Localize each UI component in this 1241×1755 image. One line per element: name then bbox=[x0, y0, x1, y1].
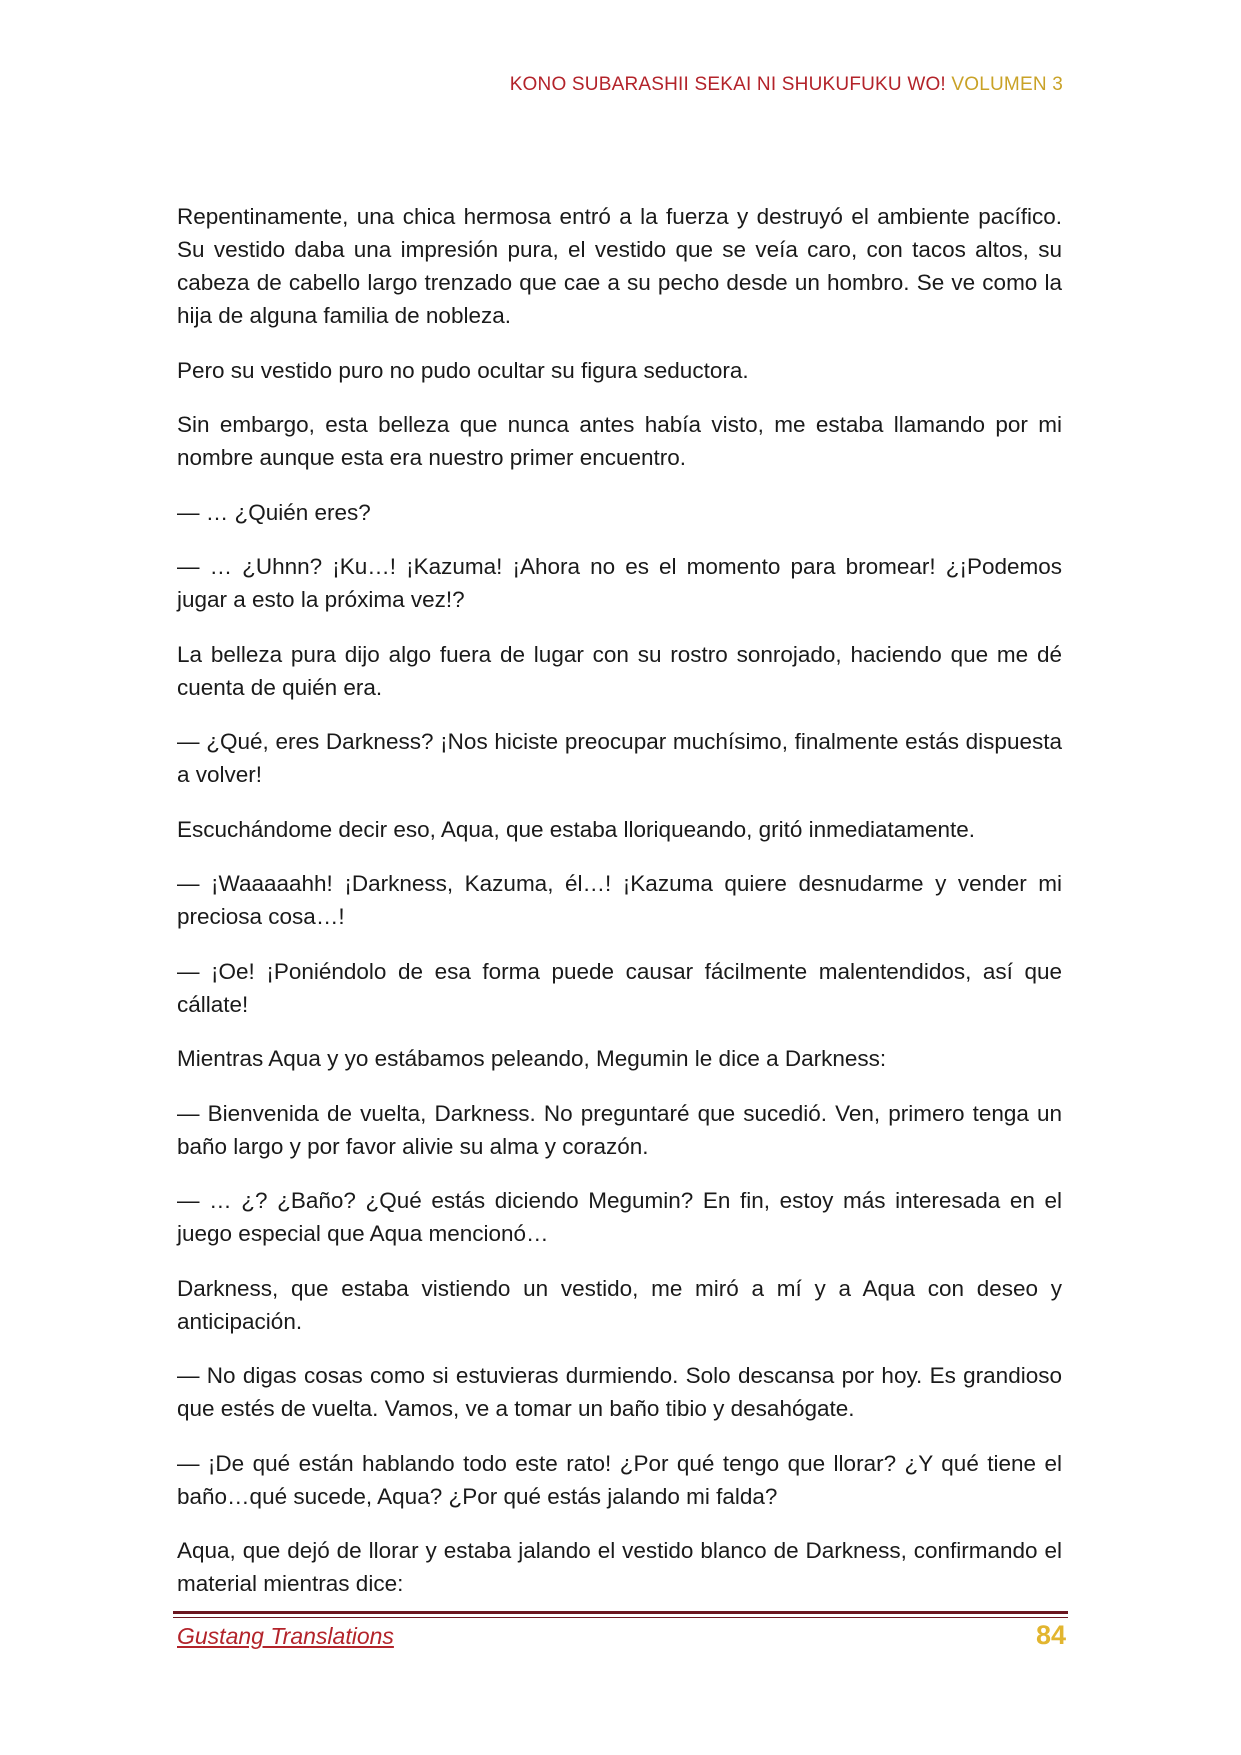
dialogue-line: — ¿Qué, eres Darkness? ¡Nos hiciste preocupar muchísimo, finalmente estás dispuesta a volver! bbox=[177, 729, 1062, 787]
paragraph: Sin embargo, esta belleza que nunca antes había visto, me estaba llamando por mi nombre aunque esta era nuestro primer encuentro. bbox=[177, 412, 1062, 470]
page-body bbox=[177, 200, 1062, 1622]
paragraph: Darkness, que estaba vistiendo un vestido, me miró a mí y a Aqua con deseo y anticipación. bbox=[177, 1275, 1062, 1334]
dialogue-line: — ¡De qué están hablando todo este rato! ¿Por qué tengo que llorar? ¿Y qué tiene el baño…qué sucede, Aqua? ¿Por qué estás jalando mi falda? bbox=[177, 1450, 1062, 1509]
dialogue-line: — No digas cosas como si estuvieras durmiendo. Solo descansa por hoy. Es grandioso que estés de vuelta. Vamos, ve a tomar un baño tibio y desahógate. bbox=[177, 1363, 1062, 1421]
dialogue-line: — … ¿Uhnn? ¡Ku…! ¡Kazuma! ¡Ahora no es el momento para bromear! ¿¡Podemos jugar a esto la próxima vez!? bbox=[177, 554, 1062, 612]
paragraph: Repentinamente, una chica hermosa entró a la fuerza y destruyó el ambiente pacífico. Su vestido daba una impresión pura, el vestido que se veía caro, con tacos altos, su cabeza de cabello largo trenzado que cae a su pecho desde un hombro. Se ve como la hija de alguna familia de nobleza. bbox=[177, 204, 1062, 328]
running-header bbox=[510, 74, 1063, 96]
paragraph: Pero su vestido puro no pudo ocultar su figura seductora. bbox=[177, 357, 749, 383]
dialogue-line: — Bienvenida de vuelta, Darkness. No preguntaré que sucedió. Ven, primero tenga un baño largo y por favor alivie su alma y corazón. bbox=[177, 1100, 1062, 1159]
footer-credit: Gustang Translations bbox=[177, 1623, 394, 1649]
paragraph: Aqua, que dejó de llorar y estaba jalando el vestido blanco de Darkness, confirmando el material mientras dice: bbox=[177, 1538, 1062, 1596]
dialogue-line: — … ¿Quién eres? bbox=[177, 499, 371, 525]
paragraph: Mientras Aqua y yo estábamos peleando, Megumin le dice a Darkness: bbox=[177, 1046, 887, 1071]
dialogue-line: — … ¿? ¿Baño? ¿Qué estás diciendo Megumin? En fin, estoy más interesada en el juego especial que Aqua mencionó… bbox=[177, 1188, 1062, 1246]
footer-divider bbox=[173, 1611, 1068, 1614]
paragraph: Escuchándome decir eso, Aqua, que estaba lloriqueando, gritó inmediatamente. bbox=[177, 816, 976, 842]
header-book-title: KONO SUBARASHII SEKAI NI SHUKUFUKU WO! bbox=[509, 74, 952, 95]
dialogue-line: — ¡Waaaaahh! ¡Darkness, Kazuma, él…! ¡Kazuma quiere desnudarme y vender mi preciosa cosa…! bbox=[177, 871, 1062, 929]
footer-divider-thin bbox=[173, 1617, 1068, 1618]
paragraph: La belleza pura dijo algo fuera de lugar con su rostro sonrojado, haciendo que me dé cuenta de quién era. bbox=[177, 641, 1062, 700]
page-number: 84 bbox=[1035, 1620, 1066, 1650]
dialogue-line: — ¡Oe! ¡Poniéndolo de esa forma puede causar fácilmente malentendidos, así que cállate! bbox=[177, 958, 1062, 1017]
header-volume: VOLUMEN 3 bbox=[951, 74, 1063, 95]
